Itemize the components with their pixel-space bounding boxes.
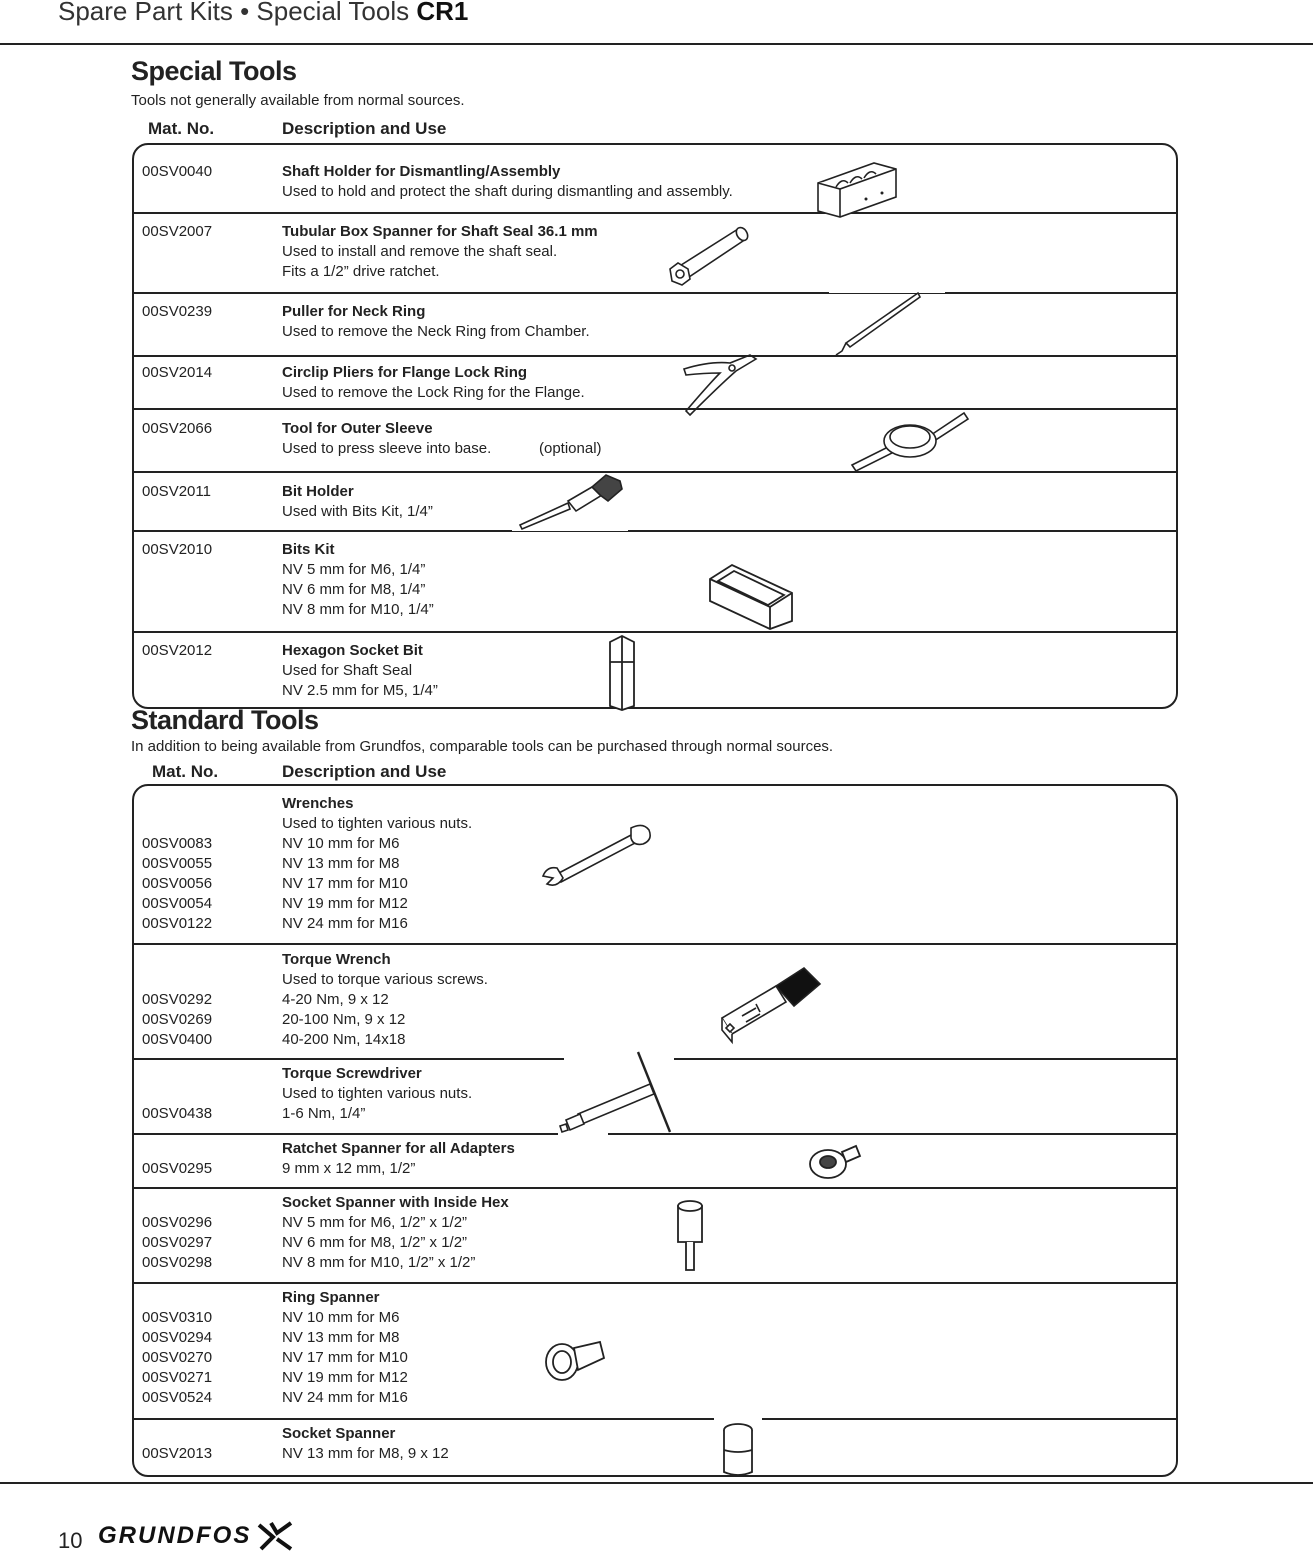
tool-title: Socket Spanner (282, 1425, 396, 1442)
standard-tools-table (132, 784, 1178, 1477)
tool-line: Used with Bits Kit, 1/4” (282, 503, 433, 520)
mat-no: 00SV2010 (142, 541, 213, 558)
tool-line: NV 19 mm for M12 (282, 1369, 408, 1386)
mat-no: 00SV0122 (142, 915, 213, 932)
mat-no-list (142, 1444, 212, 1464)
puller-icon (832, 289, 926, 359)
description (282, 794, 472, 934)
mat-no: 00SV0083 (142, 835, 213, 852)
tool-line: NV 6 mm for M8, 1/4” (282, 581, 426, 598)
tool-title: Ratchet Spanner for all Adapters (282, 1140, 515, 1157)
tool-line: NV 5 mm for M6, 1/2” x 1/2” (282, 1214, 468, 1231)
header-rule (0, 43, 1313, 45)
special-tools-subtitle: Tools not generally available from normal sources. (131, 92, 465, 109)
tool-line: 1-6 Nm, 1/4” (282, 1105, 366, 1122)
tool-title: Tubular Box Spanner for Shaft Seal 36.1 mm (282, 223, 598, 240)
tool-title: Tool for Outer Sleeve (282, 420, 433, 437)
tool-title: Shaft Holder for Dismantling/Assembly (282, 163, 561, 180)
table-row (134, 530, 1176, 631)
tool-line: Fits a 1/2” drive ratchet. (282, 263, 440, 280)
mat-no: 00SV2066 (142, 420, 213, 437)
table-row (134, 212, 1176, 293)
mat-no: 00SV0269 (142, 1011, 213, 1028)
table-row (134, 1187, 1176, 1282)
description (282, 950, 488, 1050)
description (282, 419, 491, 459)
description (282, 1193, 509, 1273)
tool-line: Used to install and remove the shaft seal. (282, 243, 558, 260)
mat-no: 00SV0054 (142, 895, 213, 912)
description (282, 482, 433, 522)
description (282, 222, 598, 282)
mat-no: 00SV2013 (142, 1445, 213, 1462)
special-tools-table (132, 143, 1178, 709)
tool-title: Torque Wrench (282, 951, 391, 968)
mat-no: 00SV0438 (142, 1105, 213, 1122)
table-row (134, 943, 1176, 1058)
torque-screwdriver-icon (558, 1048, 674, 1138)
table-row (134, 355, 1176, 408)
bits-kit-icon (704, 557, 796, 631)
tool-line: NV 5 mm for M6, 1/4” (282, 561, 426, 578)
mat-no: 00SV0292 (142, 991, 213, 1008)
tool-line: Used to tighten various nuts. (282, 815, 473, 832)
tool-title: Socket Spanner with Inside Hex (282, 1194, 509, 1211)
mat-no: 00SV0040 (142, 163, 213, 180)
mat-no: 00SV2007 (142, 223, 213, 240)
tool-line: NV 8 mm for M10, 1/4” (282, 601, 434, 618)
tool-line: NV 24 mm for M16 (282, 915, 408, 932)
tool-line: NV 13 mm for M8 (282, 1329, 400, 1346)
mat-no: 00SV0400 (142, 1031, 213, 1048)
description (282, 162, 733, 202)
standard-mat-no-header: Mat. No. (152, 762, 219, 781)
tubular-box-spanner-icon (664, 223, 754, 289)
description (282, 1424, 449, 1464)
tool-title: Hexagon Socket Bit (282, 642, 423, 659)
description (282, 1288, 408, 1408)
mat-no: 00SV0271 (142, 1369, 213, 1386)
tool-line: NV 10 mm for M6 (282, 835, 400, 852)
standard-tools-subtitle: In addition to being available from Grundfos, comparable tools can be purchased through normal sources. (131, 738, 834, 755)
description (282, 540, 434, 620)
tool-line: 40-200 Nm, 14x18 (282, 1031, 406, 1048)
table-row (134, 145, 1176, 213)
mat-no-list (142, 1104, 212, 1124)
mat-no: 00SV0296 (142, 1214, 213, 1231)
tool-line: Used to press sleeve into base. (282, 440, 492, 457)
description (282, 1139, 515, 1179)
mat-no: 00SV0270 (142, 1349, 213, 1366)
grundfos-logo (98, 1520, 293, 1552)
socket-hex-icon (672, 1198, 708, 1274)
bit-holder-icon (512, 467, 630, 533)
mat-no: 00SV2014 (142, 364, 213, 381)
description (282, 363, 585, 403)
mat-no: 00SV0055 (142, 855, 213, 872)
footer-rule (0, 1482, 1313, 1484)
tool-title: Bit Holder (282, 483, 354, 500)
hexagon-bit-icon (602, 632, 642, 712)
table-row (134, 786, 1176, 943)
special-tools-title: Special Tools (131, 56, 297, 86)
tool-line: NV 6 mm for M8, 1/2” x 1/2” (282, 1234, 468, 1251)
mat-no-list (142, 1308, 212, 1408)
mat-no: 00SV0056 (142, 875, 213, 892)
table-row (134, 408, 1176, 471)
tool-line: NV 2.5 mm for M5, 1/4” (282, 682, 438, 699)
standard-tools-title: Standard Tools (131, 705, 319, 735)
table-row (134, 1282, 1176, 1419)
table-row (134, 1133, 1176, 1187)
tool-title: Wrenches (282, 795, 354, 812)
tool-line: NV 13 mm for M8, 9 x 12 (282, 1445, 449, 1462)
tool-line: 9 mm x 12 mm, 1/2” (282, 1160, 416, 1177)
tool-title: Ring Spanner (282, 1289, 380, 1306)
tool-line: 20-100 Nm, 9 x 12 (282, 1011, 406, 1028)
tool-line: Used to torque various screws. (282, 971, 488, 988)
socket-spanner-icon (718, 1422, 758, 1480)
tool-line: Used to tighten various nuts. (282, 1085, 473, 1102)
description (282, 1064, 472, 1124)
tool-title: Puller for Neck Ring (282, 303, 426, 320)
mat-no: 00SV2011 (142, 483, 211, 500)
description (282, 302, 590, 342)
tool-line: Used to remove the Neck Ring from Chamber. (282, 323, 590, 340)
mat-no-list (142, 1213, 212, 1273)
mat-no: 00SV0297 (142, 1234, 213, 1251)
mat-no: 00SV0524 (142, 1389, 213, 1406)
tool-line: Used to remove the Lock Ring for the Flange. (282, 384, 585, 401)
tool-title: Circlip Pliers for Flange Lock Ring (282, 364, 528, 381)
table-row (134, 471, 1176, 531)
mat-no: 00SV0310 (142, 1309, 213, 1326)
tool-line: NV 8 mm for M10, 1/2” x 1/2” (282, 1254, 476, 1271)
special-description-header: Description and Use (282, 119, 447, 138)
page-number: 10 (58, 1528, 83, 1553)
ring-spanner-icon (542, 1334, 608, 1386)
circlip-pliers-icon (680, 351, 766, 423)
brand-name: GRUNDFOS (98, 1522, 252, 1549)
tool-line: NV 10 mm for M6 (282, 1309, 400, 1326)
tool-title: Torque Screwdriver (282, 1065, 422, 1082)
tool-line: NV 13 mm for M8 (282, 855, 400, 872)
description (282, 641, 438, 701)
tool-line: NV 17 mm for M10 (282, 875, 408, 892)
tool-line: NV 24 mm for M16 (282, 1389, 408, 1406)
mat-no-list (142, 990, 212, 1050)
mat-no: 00SV0298 (142, 1254, 213, 1271)
torque-wrench-icon (716, 962, 828, 1050)
special-mat-no-header: Mat. No. (148, 119, 215, 138)
shaft-holder-icon (814, 153, 900, 219)
mat-no: 00SV0295 (142, 1160, 213, 1177)
table-row (134, 631, 1176, 707)
tool-line: NV 19 mm for M12 (282, 895, 408, 912)
mat-no: 00SV0294 (142, 1329, 213, 1346)
tool-line: Used for Shaft Seal (282, 662, 413, 679)
outer-sleeve-tool-icon (844, 407, 972, 479)
wrench-icon (539, 822, 655, 892)
optional-note: (optional) (539, 440, 602, 457)
tool-line: Used to hold and protect the shaft during dismantling and assembly. (282, 183, 733, 200)
tool-line: 4-20 Nm, 9 x 12 (282, 991, 389, 1008)
grundfos-x-icon (257, 1521, 293, 1551)
mat-no: 00SV0239 (142, 303, 213, 320)
tool-title: Bits Kit (282, 541, 335, 558)
mat-no-list (142, 834, 212, 934)
mat-no: 00SV2012 (142, 642, 213, 659)
ratchet-spanner-icon (806, 1138, 862, 1184)
standard-description-header: Description and Use (282, 762, 447, 781)
table-row (134, 292, 1176, 356)
table-row (134, 1418, 1176, 1476)
tool-line: NV 17 mm for M10 (282, 1349, 408, 1366)
mat-no-list (142, 1159, 212, 1179)
page-header-title: Spare Part Kits • Special Tools CR1 (58, 0, 469, 26)
